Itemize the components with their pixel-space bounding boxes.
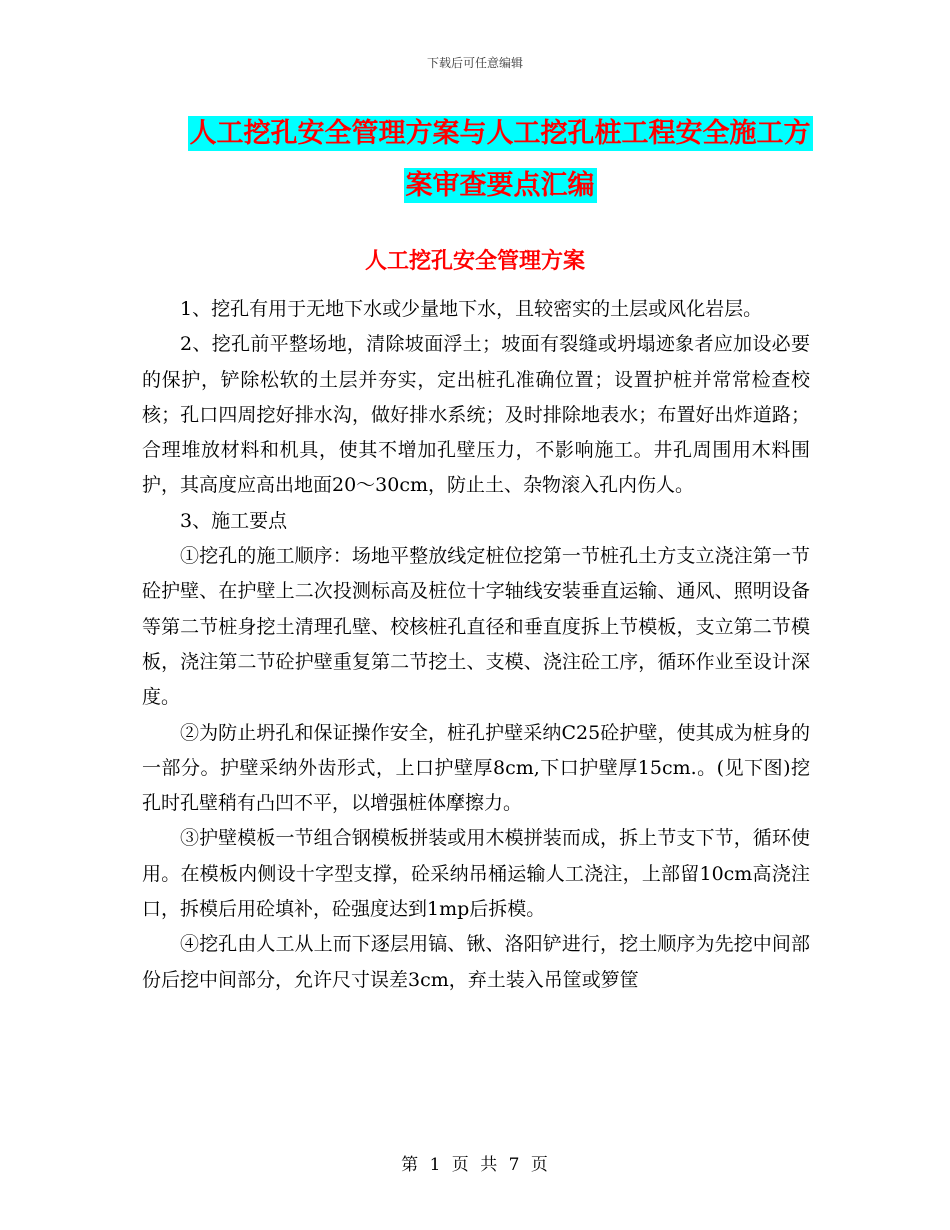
paragraph: ①挖孔的施工顺序：场地平整放线定桩位挖第一节桩孔土方支立浇注第一节砼护壁、在护壁上二次投测标高及桩位十字轴线安装垂直运输、通风、照明设备等第二节桩身挖土清理孔壁、校核桩孔直径和垂直度拆上节模板，支立第二节模板，浇注第二节砼护壁重复第二节挖土、支模、浇注砼工序，循环作业至设计深度。 [142,545,810,709]
header-note: 下载后可任意编辑 [426,56,523,70]
paragraph: ③护壁模板一节组合钢模板拼装或用木模拼装而成，拆上节支下节，循环使用。在模板内侧设十字型支撑，砼采纳吊桶运输人工浇注，上部留10cm高浇注口，拆模后用砼填补，砼强度达到1mp后拆模。 [142,827,810,921]
paragraph: ④挖孔由人工从上而下逐层用镐、锹、洛阳铲进行，挖土顺序为先挖中间部份后挖中间部分，允许尺寸误差3cm，弃土装入吊筐或箩筐 [142,933,810,991]
document-title [150,108,850,212]
section-title: 人工挖孔安全管理方案 [364,249,585,274]
title-line-2: 案审查要点汇编 [405,170,595,201]
paragraph: 1、挖孔有用于无地下水或少量地下水，且较密实的土层或风化岩层。 [180,298,763,320]
paragraph: 2、挖孔前平整场地，清除坡面浮土；坡面有裂缝或坍塌迹象者应加设必要的保护，铲除松软的土层并夯实，定出桩孔准确位置；设置护桩并常常检查校核；孔口四周挖好排水沟，做好排水系统；及时排除地表水；布置好出炸道路；合理堆放材料和机具，使其不增加孔壁压力，不影响施工。井孔周围用木料围护，其高度应高出地面20～30cm，防止土、杂物滚入孔内伤人。 [142,333,810,497]
paragraph: ②为防止坍孔和保证操作安全，桩孔护壁采纳C25砼护壁，使其成为桩身的一部分。护壁采纳外齿形式，上口护壁厚8cm,下口护壁厚15cm.。(见下图)挖孔时孔壁稍有凸凹不平，以增强桩体摩擦力。 [142,721,810,815]
title-line-1: 人工挖孔安全管理方案与人工挖孔桩工程安全施工方 [189,118,811,149]
paragraph: 3、施工要点 [180,509,288,532]
page-footer: 第 1 页 共 7 页 [401,1155,549,1175]
body-text [142,292,810,998]
